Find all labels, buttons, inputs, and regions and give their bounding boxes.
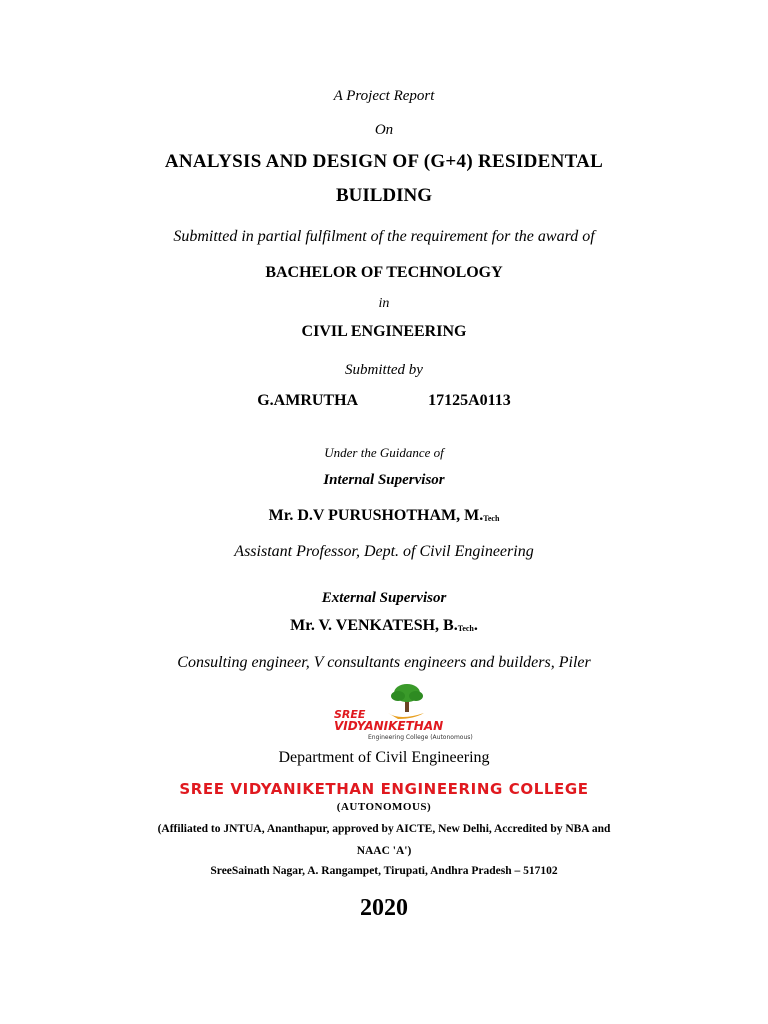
guidance-label: Under the Guidance of	[324, 445, 444, 460]
submitted-by-label: Submitted by	[345, 362, 423, 378]
report-title-line1: ANALYSIS AND DESIGN OF (G+4) RESIDENTAL	[164, 151, 604, 172]
internal-supervisor-designation: Assistant Professor, Dept. of Civil Engineering	[234, 543, 534, 560]
affiliation-line1: (Affiliated to JNTUA, Ananthapur, approved by AICTE, New Delhi, Accredited by NBA and	[157, 823, 611, 835]
internal-supervisor-heading: Internal Supervisor	[323, 472, 445, 488]
internal-supervisor-name	[0, 507, 768, 525]
college-address: SreeSainath Nagar, A. Rangampet, Tirupati, Andhra Pradesh – 517102	[210, 865, 558, 877]
student-info	[0, 392, 768, 410]
logo-tagline: Engineering College (Autonomous)	[368, 734, 473, 741]
external-qualification: Tech	[457, 624, 474, 634]
external-supervisor-designation: Consulting engineer, V consultants engineers and builders, Piler	[177, 654, 591, 671]
report-year: 2020	[360, 895, 408, 921]
internal-name-text: Mr. D.V PURUSHOTHAM, M.	[268, 507, 484, 524]
external-supervisor-name	[0, 617, 768, 635]
submission-purpose: Submitted in partial fulfilment of the requirement for the award of	[173, 228, 595, 245]
external-name-suffix: .	[473, 617, 478, 634]
tree-icon	[388, 684, 424, 719]
external-supervisor-heading: External Supervisor	[321, 590, 447, 606]
logo-line2: VIDYANIKETHAN	[334, 719, 444, 733]
logo-line1: SREE	[334, 708, 366, 721]
student-name: G.AMRUTHA	[257, 392, 359, 409]
degree-name: BACHELOR OF TECHNOLOGY	[265, 264, 503, 281]
college-logo	[328, 683, 518, 741]
college-name: SREE VIDYANIKETHAN ENGINEERING COLLEGE	[179, 780, 589, 798]
student-roll-number: 17125A0113	[428, 392, 511, 409]
affiliation-line2: NAAC 'A')	[356, 845, 412, 857]
internal-qualification: Tech	[483, 514, 500, 524]
autonomous-label: (AUTONOMOUS)	[336, 801, 432, 813]
external-name-text: Mr. V. VENKATESH, B.	[290, 617, 458, 634]
on-line: On	[374, 122, 394, 138]
report-title-line2: BUILDING	[335, 185, 433, 206]
intro-line: A Project Report	[333, 88, 435, 104]
branch-name: CIVIL ENGINEERING	[301, 323, 467, 340]
degree-in-word: in	[378, 296, 390, 311]
department-name: Department of Civil Engineering	[278, 749, 490, 766]
